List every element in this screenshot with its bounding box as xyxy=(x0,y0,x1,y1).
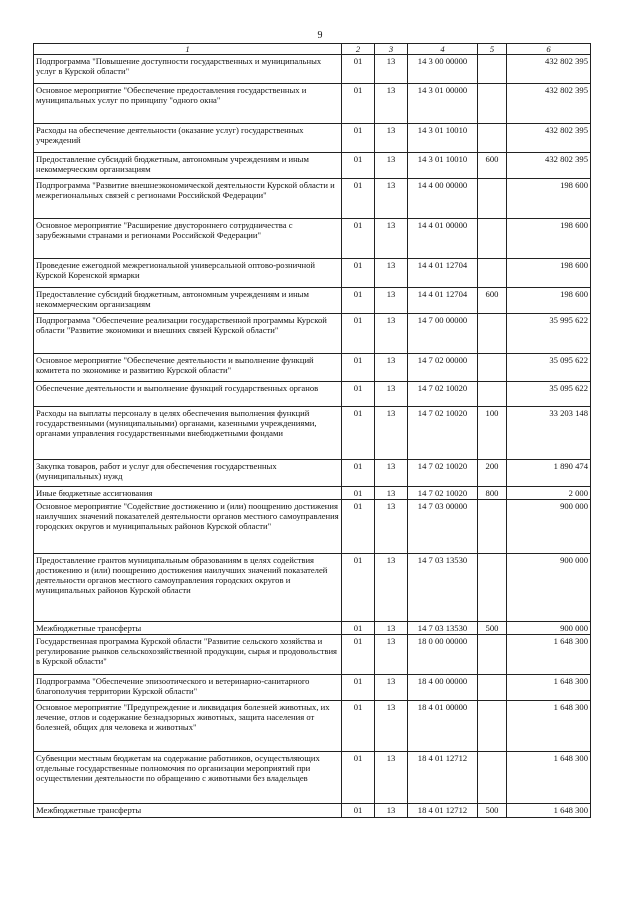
column-header: 5 xyxy=(478,44,507,55)
row-section: 01 xyxy=(342,804,375,818)
row-section: 01 xyxy=(342,84,375,124)
row-expense-type: 100 xyxy=(478,407,507,460)
row-name: Предоставление грантов муниципальным образованиям в целях содействия достижению и (или) поощрению достижения наилучших значений показателей деятельности органов местного самоуправления городских округов и муниципальных районов Курской области xyxy=(34,554,342,622)
row-amount: 35 095 622 xyxy=(507,354,591,382)
row-subsection: 13 xyxy=(375,288,408,314)
row-target-code: 14 4 01 12704 xyxy=(408,259,478,288)
table-row xyxy=(34,407,591,460)
row-subsection: 13 xyxy=(375,752,408,804)
row-name: Закупка товаров, работ и услуг для обеспечения государственных (муниципальных) нужд xyxy=(34,460,342,487)
table-row xyxy=(34,675,591,701)
row-expense-type xyxy=(478,124,507,153)
row-subsection: 13 xyxy=(375,487,408,500)
row-section: 01 xyxy=(342,407,375,460)
row-subsection: 13 xyxy=(375,354,408,382)
row-subsection: 13 xyxy=(375,382,408,407)
row-target-code: 14 4 01 00000 xyxy=(408,219,478,259)
row-section: 01 xyxy=(342,219,375,259)
row-subsection: 13 xyxy=(375,407,408,460)
row-expense-type: 600 xyxy=(478,288,507,314)
row-target-code: 14 3 01 10010 xyxy=(408,153,478,179)
row-name: Расходы на выплаты персоналу в целях обеспечения выполнения функций государственными (муниципальными) органами, казенными учреждениями, органами управления государственными внебюджетными фондами xyxy=(34,407,342,460)
table-row xyxy=(34,55,591,84)
row-section: 01 xyxy=(342,124,375,153)
row-name: Подпрограмма "Повышение доступности государственных и муниципальных услуг в Курской области" xyxy=(34,55,342,84)
row-subsection: 13 xyxy=(375,622,408,635)
row-expense-type: 600 xyxy=(478,153,507,179)
table-row xyxy=(34,179,591,219)
row-expense-type xyxy=(478,259,507,288)
row-amount: 432 802 395 xyxy=(507,153,591,179)
row-section: 01 xyxy=(342,500,375,554)
row-expense-type xyxy=(478,675,507,701)
row-expense-type xyxy=(478,219,507,259)
row-amount: 198 600 xyxy=(507,259,591,288)
row-section: 01 xyxy=(342,675,375,701)
row-name: Обеспечение деятельности и выполнение функций государственных органов xyxy=(34,382,342,407)
row-section: 01 xyxy=(342,622,375,635)
row-name: Подпрограмма "Развитие внешнеэкономической деятельности Курской области и межрегиональных связей с регионами Российской Федерации" xyxy=(34,179,342,219)
header-row xyxy=(34,44,591,55)
row-amount: 1 890 474 xyxy=(507,460,591,487)
row-expense-type xyxy=(478,314,507,354)
row-section: 01 xyxy=(342,153,375,179)
row-expense-type xyxy=(478,354,507,382)
table-row xyxy=(34,219,591,259)
row-target-code: 14 3 01 10010 xyxy=(408,124,478,153)
row-target-code: 18 4 01 00000 xyxy=(408,701,478,752)
table-row xyxy=(34,500,591,554)
row-amount: 35 995 622 xyxy=(507,314,591,354)
table-row xyxy=(34,804,591,818)
row-name: Основное мероприятие "Предупреждение и ликвидация болезней животных, их лечение, отлов и содержание безнадзорных животных, защита населения от болезней, общих для человека и животных" xyxy=(34,701,342,752)
row-subsection: 13 xyxy=(375,179,408,219)
row-section: 01 xyxy=(342,288,375,314)
row-section: 01 xyxy=(342,752,375,804)
row-amount: 432 802 395 xyxy=(507,55,591,84)
table-row xyxy=(34,288,591,314)
table-row xyxy=(34,354,591,382)
row-subsection: 13 xyxy=(375,675,408,701)
row-expense-type xyxy=(478,500,507,554)
row-name: Межбюджетные трансферты xyxy=(34,622,342,635)
row-amount: 198 600 xyxy=(507,219,591,259)
row-subsection: 13 xyxy=(375,124,408,153)
row-subsection: 13 xyxy=(375,259,408,288)
row-target-code: 14 4 00 00000 xyxy=(408,179,478,219)
row-name: Предоставление субсидий бюджетным, автономным учреждениям и иным некоммерческим организациям xyxy=(34,153,342,179)
row-expense-type xyxy=(478,554,507,622)
row-amount: 1 648 300 xyxy=(507,752,591,804)
row-section: 01 xyxy=(342,554,375,622)
row-target-code: 18 4 01 12712 xyxy=(408,752,478,804)
row-expense-type xyxy=(478,752,507,804)
row-section: 01 xyxy=(342,354,375,382)
row-subsection: 13 xyxy=(375,314,408,354)
row-target-code: 14 7 02 10020 xyxy=(408,487,478,500)
table-row xyxy=(34,701,591,752)
row-section: 01 xyxy=(342,259,375,288)
row-name: Государственная программа Курской области "Развитие сельского хозяйства и регулирование рынков сельскохозяйственной продукции, сырья и продовольствия в Курской области" xyxy=(34,635,342,675)
row-section: 01 xyxy=(342,179,375,219)
row-expense-type xyxy=(478,55,507,84)
row-subsection: 13 xyxy=(375,701,408,752)
column-header: 1 xyxy=(34,44,342,55)
column-header: 6 xyxy=(507,44,591,55)
row-section: 01 xyxy=(342,635,375,675)
row-expense-type: 500 xyxy=(478,804,507,818)
row-name: Иные бюджетные ассигнования xyxy=(34,487,342,500)
row-name: Субвенции местным бюджетам на содержание работников, осуществляющих отдельные государственные полномочия по организации мероприятий при осуществлении деятельности по обращению с животными без владельцев xyxy=(34,752,342,804)
row-target-code: 18 4 01 12712 xyxy=(408,804,478,818)
row-subsection: 13 xyxy=(375,500,408,554)
table-row xyxy=(34,752,591,804)
row-amount: 1 648 300 xyxy=(507,675,591,701)
table-row xyxy=(34,487,591,500)
row-amount: 198 600 xyxy=(507,288,591,314)
table-row xyxy=(34,635,591,675)
row-amount: 1 648 300 xyxy=(507,635,591,675)
table-row xyxy=(34,460,591,487)
row-name: Проведение ежегодной межрегиональной универсальной оптово-розничной Курской Коренской ярмарки xyxy=(34,259,342,288)
row-expense-type xyxy=(478,84,507,124)
row-target-code: 14 3 01 00000 xyxy=(408,84,478,124)
row-name: Основное мероприятие "Расширение двустороннего сотрудничества с зарубежными странами и регионами Российской Федерации" xyxy=(34,219,342,259)
row-name: Подпрограмма "Обеспечение эпизоотического и ветеринарно-санитарного благополучия территории Курской области" xyxy=(34,675,342,701)
row-section: 01 xyxy=(342,55,375,84)
row-amount: 2 000 xyxy=(507,487,591,500)
row-subsection: 13 xyxy=(375,804,408,818)
row-expense-type: 800 xyxy=(478,487,507,500)
row-expense-type xyxy=(478,635,507,675)
row-amount: 432 802 395 xyxy=(507,84,591,124)
budget-table xyxy=(33,43,591,818)
row-amount: 900 000 xyxy=(507,622,591,635)
table-row xyxy=(34,124,591,153)
row-subsection: 13 xyxy=(375,554,408,622)
row-name: Межбюджетные трансферты xyxy=(34,804,342,818)
row-target-code: 14 4 01 12704 xyxy=(408,288,478,314)
table-row xyxy=(34,84,591,124)
row-target-code: 14 7 03 13530 xyxy=(408,622,478,635)
row-name: Основное мероприятие "Обеспечение предоставления государственных и муниципальных услуг по принципу "одного окна" xyxy=(34,84,342,124)
row-target-code: 18 4 00 00000 xyxy=(408,675,478,701)
table-row xyxy=(34,554,591,622)
column-header: 2 xyxy=(342,44,375,55)
row-section: 01 xyxy=(342,382,375,407)
row-expense-type xyxy=(478,701,507,752)
row-expense-type: 500 xyxy=(478,622,507,635)
row-amount: 432 802 395 xyxy=(507,124,591,153)
row-target-code: 14 7 03 00000 xyxy=(408,500,478,554)
row-subsection: 13 xyxy=(375,635,408,675)
table-row xyxy=(34,622,591,635)
row-section: 01 xyxy=(342,460,375,487)
row-name: Основное мероприятие "Содействие достижению и (или) поощрению достижения наилучших значений показателей деятельности органов местного самоуправления городских округов и муниципальных районов Курской области" xyxy=(34,500,342,554)
row-target-code: 14 7 03 13530 xyxy=(408,554,478,622)
table-row xyxy=(34,153,591,179)
row-name: Расходы на обеспечение деятельности (оказание услуг) государственных учреждений xyxy=(34,124,342,153)
row-name: Предоставление субсидий бюджетным, автономным учреждениям и иным некоммерческим организациям xyxy=(34,288,342,314)
row-target-code: 14 7 02 10020 xyxy=(408,460,478,487)
column-header: 3 xyxy=(375,44,408,55)
row-amount: 198 600 xyxy=(507,179,591,219)
row-expense-type: 200 xyxy=(478,460,507,487)
row-amount: 1 648 300 xyxy=(507,804,591,818)
row-target-code: 14 3 00 00000 xyxy=(408,55,478,84)
row-subsection: 13 xyxy=(375,219,408,259)
row-target-code: 14 7 02 10020 xyxy=(408,382,478,407)
table-row xyxy=(34,314,591,354)
row-expense-type xyxy=(478,382,507,407)
row-subsection: 13 xyxy=(375,55,408,84)
page-number: 9 xyxy=(317,30,323,41)
table-row xyxy=(34,259,591,288)
row-target-code: 18 0 00 00000 xyxy=(408,635,478,675)
row-target-code: 14 7 02 10020 xyxy=(408,407,478,460)
row-name: Основное мероприятие "Обеспечение деятельности и выполнение функций комитета по экономике и развитию Курской области" xyxy=(34,354,342,382)
row-subsection: 13 xyxy=(375,460,408,487)
row-amount: 900 000 xyxy=(507,500,591,554)
column-header: 4 xyxy=(408,44,478,55)
row-name: Подпрограмма "Обеспечение реализации государственной программы Курской области "Развитие экономики и внешних связей Курской области" xyxy=(34,314,342,354)
row-amount: 900 000 xyxy=(507,554,591,622)
row-amount: 1 648 300 xyxy=(507,701,591,752)
row-subsection: 13 xyxy=(375,153,408,179)
row-section: 01 xyxy=(342,701,375,752)
row-subsection: 13 xyxy=(375,84,408,124)
row-target-code: 14 7 02 00000 xyxy=(408,354,478,382)
row-section: 01 xyxy=(342,487,375,500)
row-target-code: 14 7 00 00000 xyxy=(408,314,478,354)
row-expense-type xyxy=(478,179,507,219)
row-amount: 33 203 148 xyxy=(507,407,591,460)
row-section: 01 xyxy=(342,314,375,354)
table-row xyxy=(34,382,591,407)
row-amount: 35 095 622 xyxy=(507,382,591,407)
